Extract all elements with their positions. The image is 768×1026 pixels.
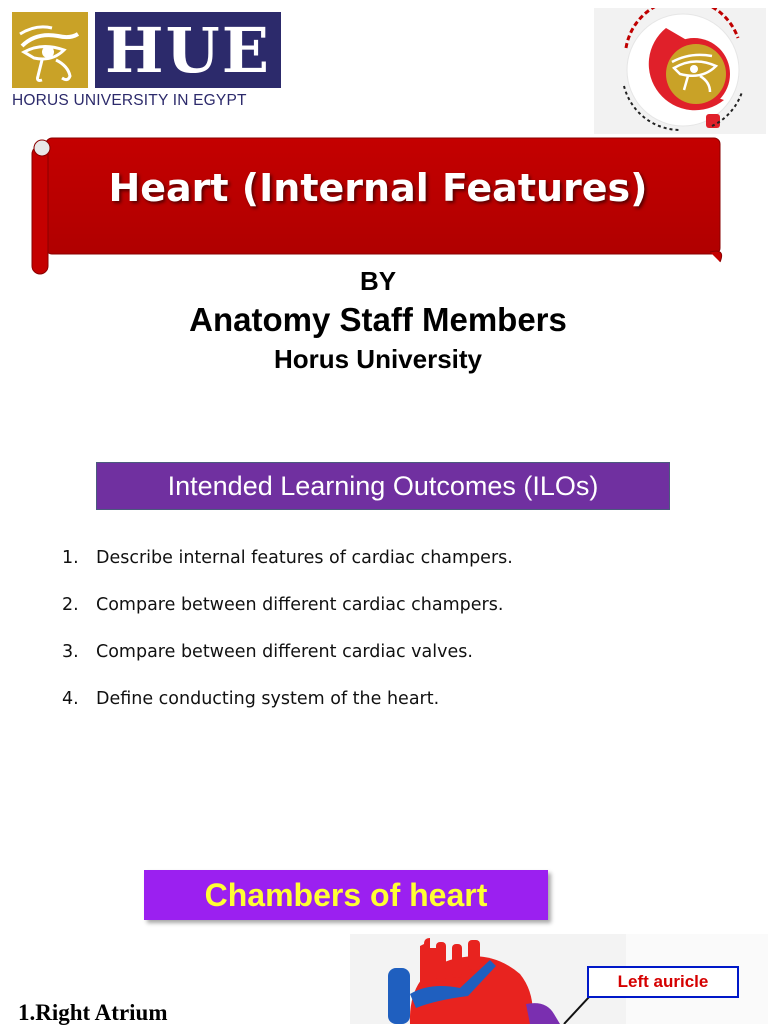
by-label: BY — [359, 266, 397, 296]
page-title: Heart (Internal Features) — [108, 166, 648, 210]
list-item-text: Describe internal features of cardiac champers. — [96, 548, 513, 568]
list-item-number: 3. — [62, 642, 79, 662]
eye-of-horus-icon — [12, 12, 88, 88]
list-item-text: Compare between different cardiac valves. — [96, 642, 473, 662]
figure-label: Left auricle — [587, 966, 739, 998]
list-item-number: 1. — [62, 548, 79, 568]
list-item-text: Define conducting system of the heart. — [96, 689, 440, 709]
pointer-line — [560, 996, 600, 1024]
university-name: HORUS UNIVERSITY IN EGYPT — [12, 92, 247, 109]
hue-letters: HUE — [95, 12, 281, 88]
list-item-number: 2. — [62, 595, 79, 615]
list-item — [62, 595, 722, 642]
faculty-seal — [594, 8, 766, 134]
section-item: 1.Right Atrium — [18, 1000, 168, 1025]
list-item — [62, 642, 722, 689]
author-name: Anatomy Staff Members — [189, 301, 567, 338]
hue-logo — [12, 12, 284, 114]
ilo-list — [62, 548, 722, 736]
ilo-heading: Intended Learning Outcomes (ILOs) — [96, 462, 670, 510]
chambers-heading: Chambers of heart — [144, 870, 548, 920]
list-item — [62, 548, 722, 595]
list-item-text: Compare between different cardiac champers. — [96, 595, 504, 615]
list-item — [62, 689, 722, 736]
list-item-number: 4. — [62, 689, 79, 709]
author-university: Horus University — [273, 344, 483, 374]
